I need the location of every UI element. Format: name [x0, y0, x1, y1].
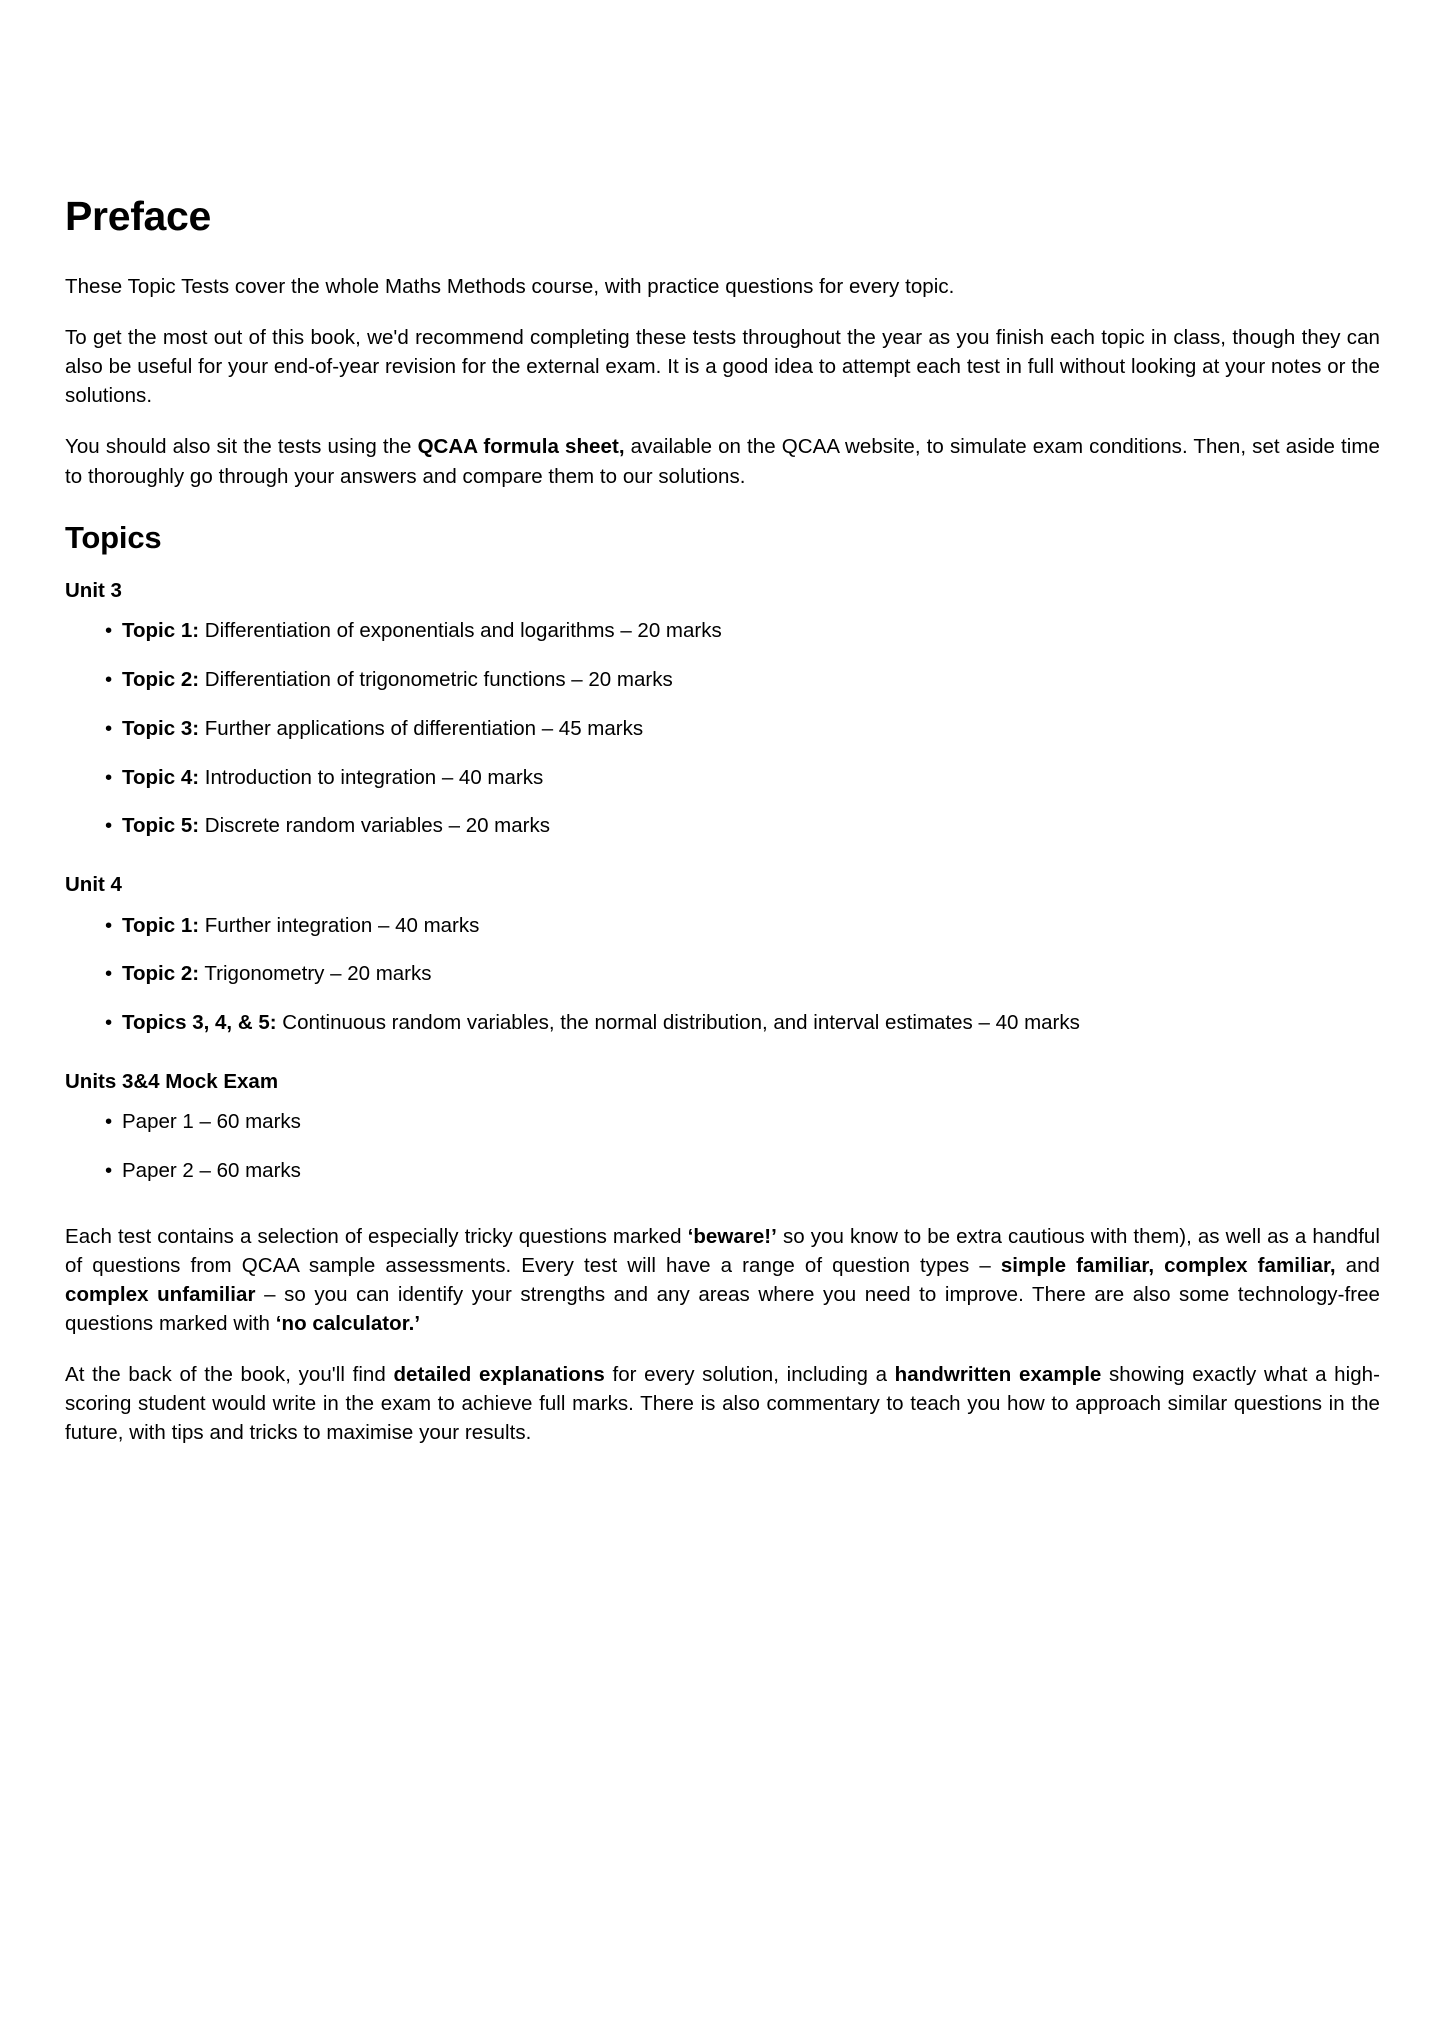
qt-emphasis-simple-complex-familiar: simple familiar, complex familiar, [1000, 1253, 1336, 1277]
list-item [65, 715, 1380, 744]
topic-key: Topic 2: [122, 668, 200, 692]
document-content [65, 195, 1380, 1448]
paragraph-explanations [65, 1360, 1380, 1447]
topic-key: Topic 2: [122, 962, 200, 986]
list-item [65, 666, 1380, 695]
qt-text-3: and [1335, 1253, 1381, 1277]
list-item [65, 764, 1380, 793]
topic-description: Further applications of differentiation – 45 marks [199, 716, 644, 740]
topic-list-unit-3 [65, 617, 1380, 840]
topic-description: Differentiation of trigonometric functions – 20 marks [199, 668, 673, 692]
paragraph-question-types [65, 1222, 1380, 1338]
bullet-icon: • [105, 619, 113, 643]
list-item [65, 1157, 1380, 1186]
list-item [65, 617, 1380, 646]
topic-description: Continuous random variables, the normal distribution, and interval estimates – 40 marks [276, 1010, 1080, 1034]
unit-block-unit-4 [65, 871, 1380, 1038]
paragraph-formula-sheet [65, 432, 1380, 490]
topic-description: Differentiation of exponentials and logarithms – 20 marks [199, 619, 722, 643]
list-item [65, 1108, 1380, 1137]
unit-block-unit-3 [65, 577, 1380, 841]
list-item [65, 1009, 1380, 1038]
topic-key: Topic 5: [122, 814, 200, 838]
bullet-icon: • [105, 1110, 113, 1134]
mock-exam-block [65, 1068, 1380, 1186]
topics-heading: Topics [65, 519, 162, 555]
paragraph-recommendation: To get the most out of this book, we'd recommend completing these tests throughout the year as you finish each topic in class, though they can also be useful for your end-of-year revision for the external exam. It is a good idea to attempt each test in full without looking at your notes or the solutions. [65, 326, 1380, 408]
unit-label-unit-3: Unit 3 [65, 578, 122, 602]
ex-emphasis-handwritten-example: handwritten example [894, 1363, 1102, 1387]
closing-block [65, 1222, 1380, 1448]
topic-key: Topics 3, 4, & 5: [122, 1010, 277, 1034]
list-item [65, 960, 1380, 989]
formula-sheet-emphasis: QCAA formula sheet, [417, 435, 625, 459]
paper-text: Paper 1 – 60 marks [122, 1110, 301, 1134]
formula-sheet-text-after: available on the QCAA website, to simulate exam conditions. Then, set aside time to thoroughly go through your answers and compare them to our solutions. [65, 435, 1380, 488]
unit-label-unit-4: Unit 4 [65, 872, 122, 896]
bullet-icon: • [105, 913, 113, 937]
qt-emphasis-complex-unfamiliar: complex unfamiliar [65, 1282, 256, 1306]
topic-description: Introduction to integration – 40 marks [199, 765, 544, 789]
bullet-icon: • [105, 765, 113, 789]
topic-description: Discrete random variables – 20 marks [199, 814, 550, 838]
qt-text-2: so you know to be extra cautious with them), as well as a handful of questions from QCAA sample assessments. Every test will have a range of question types – [65, 1224, 1380, 1277]
ex-emphasis-detailed-explanations: detailed explanations [393, 1363, 605, 1387]
bullet-icon: • [105, 1010, 113, 1034]
qt-emphasis-beware: ‘beware!’ [687, 1224, 777, 1248]
intro-paragraph: These Topic Tests cover the whole Maths Methods course, with practice questions for every topic. [65, 275, 955, 299]
ex-text-1: At the back of the book, you'll find [65, 1363, 394, 1387]
formula-sheet-text-before: You should also sit the tests using the [65, 435, 418, 459]
bullet-icon: • [105, 1159, 113, 1183]
qt-text-4: – so you can identify your strengths and any areas where you need to improve. There are also some technology-free questions marked with [65, 1282, 1380, 1336]
paper-list [65, 1108, 1380, 1185]
bullet-icon: • [105, 668, 113, 692]
ex-text-3: showing exactly what a high-scoring student would write in the exam to achieve full marks. There is also commentary to teach you how to approach similar questions in the future, with tips and tricks to maximise your results. [65, 1363, 1380, 1445]
list-item [65, 912, 1380, 941]
qt-text-1: Each test contains a selection of especially tricky questions marked [65, 1224, 688, 1248]
bullet-icon: • [105, 962, 113, 986]
bullet-icon: • [105, 716, 113, 740]
paper-text: Paper 2 – 60 marks [122, 1159, 301, 1183]
topic-list-unit-4 [65, 912, 1380, 1038]
topic-description: Trigonometry – 20 marks [199, 962, 432, 986]
topic-description: Further integration – 40 marks [199, 913, 480, 937]
topic-key: Topic 1: [122, 619, 200, 643]
mock-exam-label: Units 3&4 Mock Exam [65, 1069, 279, 1093]
list-item [65, 812, 1380, 841]
qt-emphasis-no-calculator: ‘no calculator.’ [275, 1312, 421, 1336]
topic-key: Topic 1: [122, 913, 200, 937]
topic-key: Topic 3: [122, 716, 200, 740]
page-title: Preface [65, 193, 212, 239]
topic-key: Topic 4: [122, 765, 200, 789]
ex-text-2: for every solution, including a [604, 1363, 895, 1387]
bullet-icon: • [105, 814, 113, 838]
